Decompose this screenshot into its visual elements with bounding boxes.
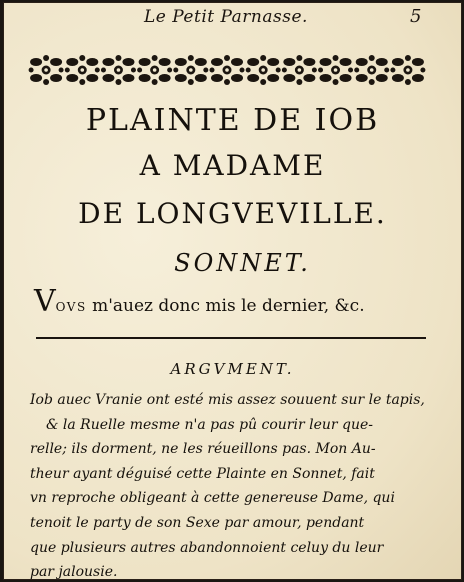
fleuron-ornament-icon	[137, 55, 172, 85]
drop-initial: V	[34, 284, 56, 319]
running-title: Le Petit Parnasse.	[144, 7, 308, 27]
argument-paragraph	[30, 388, 430, 580]
argument-line: Iob auec Vranie ont esté mis assez souuent sur le tapis,	[30, 392, 425, 408]
incipit-line	[34, 284, 365, 319]
fleuron-ornament-icon	[101, 55, 136, 85]
argument-line: que plusieurs autres abandonnoient celuy du leur	[30, 539, 384, 556]
title-line-3: DE LONGVEVILLE.	[78, 197, 387, 230]
book-page	[3, 2, 462, 580]
incipit-caps: OVS	[55, 300, 87, 314]
fleuron-ornament-icon	[354, 55, 389, 85]
argument-line: tenoit le party de son Sexe par amour, pendant	[30, 514, 365, 531]
title-line-1: PLAINTE DE IOB	[85, 103, 380, 138]
page-number: 5	[410, 6, 422, 27]
fleuron-ornament-icon	[65, 55, 100, 85]
fleuron-ornament-icon	[390, 55, 425, 85]
argument-line: vn reproche obligeant à cette genereuse Dame, qui	[30, 490, 395, 507]
horizontal-rule	[36, 337, 426, 339]
fleuron-ornament-icon	[318, 55, 353, 85]
title-sonnet: SONNET.	[174, 249, 311, 277]
fleuron-ornament-icon	[210, 55, 245, 85]
argument-line: & la Ruelle mesme n'a pas pû courir leur que-	[46, 416, 374, 433]
argument-line: relle; ils dorment, ne les réueillons pas. Mon Au-	[30, 441, 376, 458]
argument-line: theur ayant déguisé cette Plainte en Sonnet, fait	[30, 465, 375, 482]
title-line-2: A MADAME	[139, 149, 326, 182]
fleuron-ornament-icon	[282, 55, 317, 85]
argument-heading: ARGVMENT.	[170, 360, 295, 378]
incipit-text: m'auez donc mis le dernier, &c.	[92, 296, 365, 316]
fleuron-ornament-icon	[246, 55, 281, 85]
fleuron-ornament-icon	[173, 55, 208, 85]
argument-line: par jalousie.	[30, 564, 118, 580]
fleuron-row-icon	[28, 51, 426, 89]
fleuron-ornament-icon	[29, 55, 64, 85]
